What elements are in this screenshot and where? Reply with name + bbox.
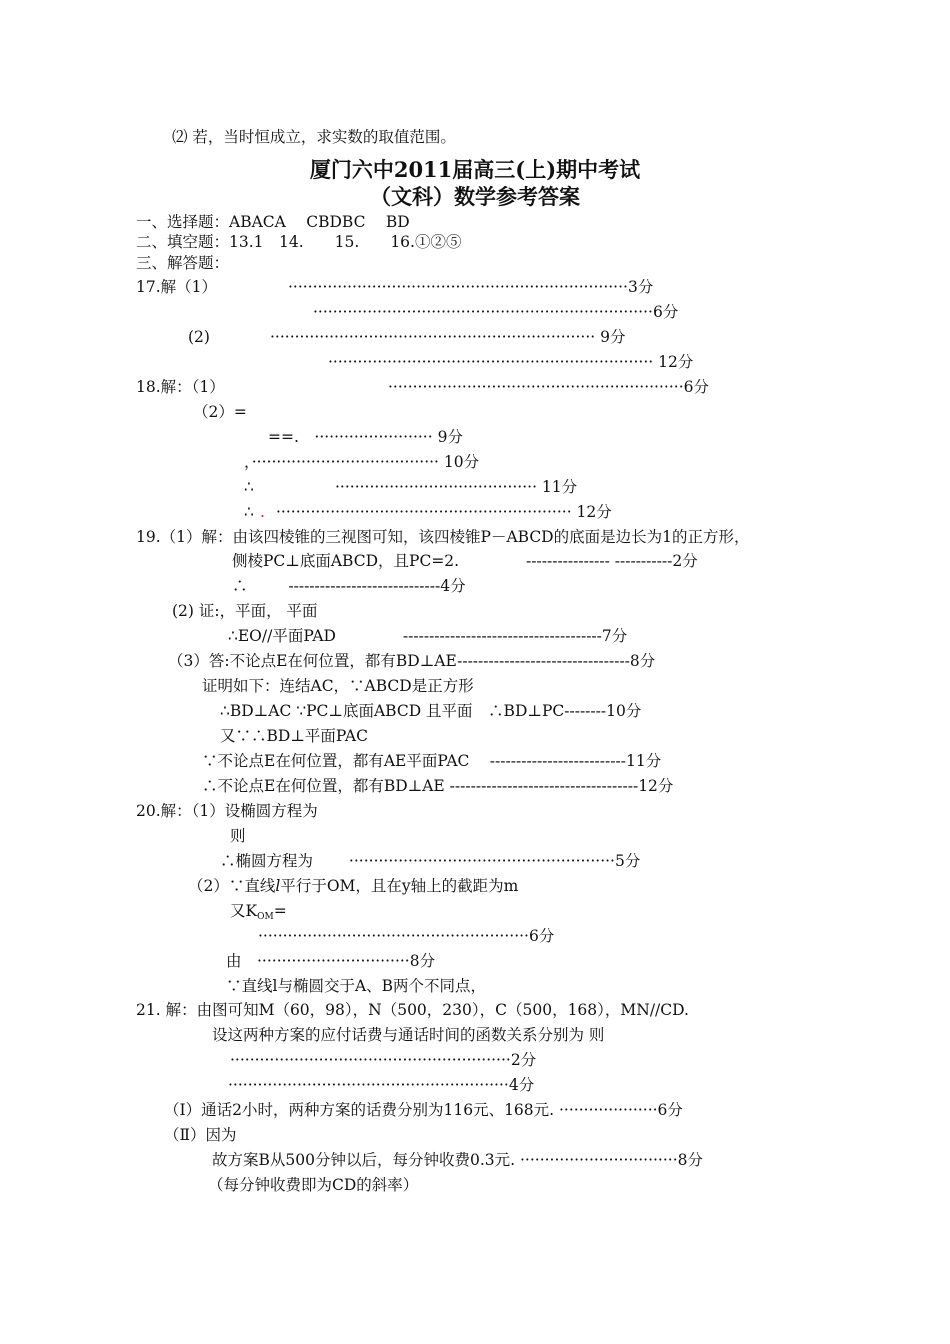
q19-score-4: ∴ -----------------------------4分 (232, 577, 466, 595)
q18-part-1-label: 18.解：（1） (136, 378, 225, 396)
section-solutions: 三、解答题： (136, 254, 230, 272)
q18-score-9: ==. ························ 9分 (268, 428, 463, 446)
q20-then: 则 (230, 827, 246, 845)
q20-k-om-subscript: OM (257, 912, 274, 922)
q20-k-om: 又KOM= (230, 902, 287, 922)
q17-score-3: ·····································································3分 (288, 278, 654, 296)
q17-score-9: ·································································· 9分 (270, 328, 626, 346)
q20-intersect-note: ∵直线l与椭圆交于A、B两个不同点， (226, 977, 487, 995)
q21-slope-note: （每分钟收费即为CD的斜率） (208, 1176, 419, 1194)
q21-score-4: ·························································4分 (228, 1076, 535, 1094)
q19-score-7: ∴EO//平面PAD --------------------------------------7分 (228, 627, 628, 645)
q21-score-2: ·························································2分 (230, 1051, 537, 1069)
q18-therefore-2: ∴ (244, 503, 254, 521)
q19-proof-intro: 证明如下：连结AC，∵ABCD是正方形 (202, 677, 474, 695)
q17-part-1-label: 17.解（1） (136, 278, 218, 296)
q18-score-12: ···························································· 12分 (276, 503, 612, 521)
q18-score-6: ····························································6分 (388, 378, 709, 396)
q19-score-10: ∴BD⊥AC ∵PC⊥底面ABCD 且平面 ∴BD⊥PC--------10分 (220, 702, 642, 720)
q21-score-8: 故方案B从500分钟以后，每分钟收费0.3元. ································8分 (212, 1151, 704, 1169)
q20-part-1: 20.解：（1）设椭圆方程为 (136, 802, 318, 820)
q19-score-12: ∴不论点E在何位置，都有BD⊥AE ------------------------------------12分 (202, 777, 674, 795)
q18-score-11: ········································· 11分 (335, 478, 578, 496)
q17-part-2-label: (2) (188, 328, 210, 346)
q20-part-2: （2）∵直线l平行于OM，且在y轴上的截距为m (188, 877, 519, 895)
q17-score-6: ·····································································6分 (313, 303, 679, 321)
q18-red-mark: . (260, 503, 265, 521)
q20-score-8: 由 ·······························8分 (226, 952, 436, 970)
q19-score-11: ∵不论点E在何位置，都有AE平面PAC --------------------------11分 (202, 752, 662, 770)
q21-part-2: （Ⅱ）因为 (164, 1126, 237, 1144)
q19-score-2: 侧棱PC⊥底面ABCD，且PC=2. ---------------- -----------2分 (232, 552, 698, 570)
q20-score-5: ∴椭圆方程为 ······················································5分 (220, 852, 641, 870)
q20-score-6: ·······················································6分 (258, 927, 555, 945)
q20-line-l: l (275, 877, 281, 895)
q19-part-3: （3）答:不论点E在何位置，都有BD⊥AE---------------------------------8分 (168, 652, 656, 670)
document-subtitle: （文科）数学参考答案 (370, 184, 580, 209)
q19-bd-perp-pac: 又∵∴BD⊥平面PAC (220, 727, 368, 745)
q19-part-2: (2) 证:，平面， 平面 (172, 602, 318, 620)
q17-score-12: ·································································· 12分 (328, 353, 694, 371)
q19-part-1: 19.（1）解：由该四棱锥的三视图可知，该四棱锥P－ABCD的底面是边长为1的正方形， (136, 528, 750, 546)
section-multiple-choice: 一、选择题：ABACA CBDBC BD (136, 213, 410, 231)
previous-question-part-2: ⑵ 若，当时恒成立，求实数的取值范围。 (172, 128, 456, 146)
section-fill-in: 二、填空题：13.1 14. 15. 16.①②⑤ (136, 233, 462, 251)
q21-part-1-score-6: （Ⅰ）通话2小时，两种方案的话费分别为116元、168元. ····················6分 (164, 1101, 683, 1119)
q18-score-10: ，······································ 10分 (244, 453, 480, 471)
q18-therefore-1: ∴ (244, 478, 254, 496)
q21-intro: 21. 解：由图可知M（60，98），N（500，230），C（500，168），MN//CD. (136, 1001, 689, 1019)
q18-part-2-label: （2）= (193, 403, 247, 421)
document-title: 厦门六中2011届高三(上)期中考试 (309, 157, 641, 182)
q21-functions: 设这两种方案的应付话费与通话时间的函数关系分别为 则 (212, 1026, 605, 1044)
